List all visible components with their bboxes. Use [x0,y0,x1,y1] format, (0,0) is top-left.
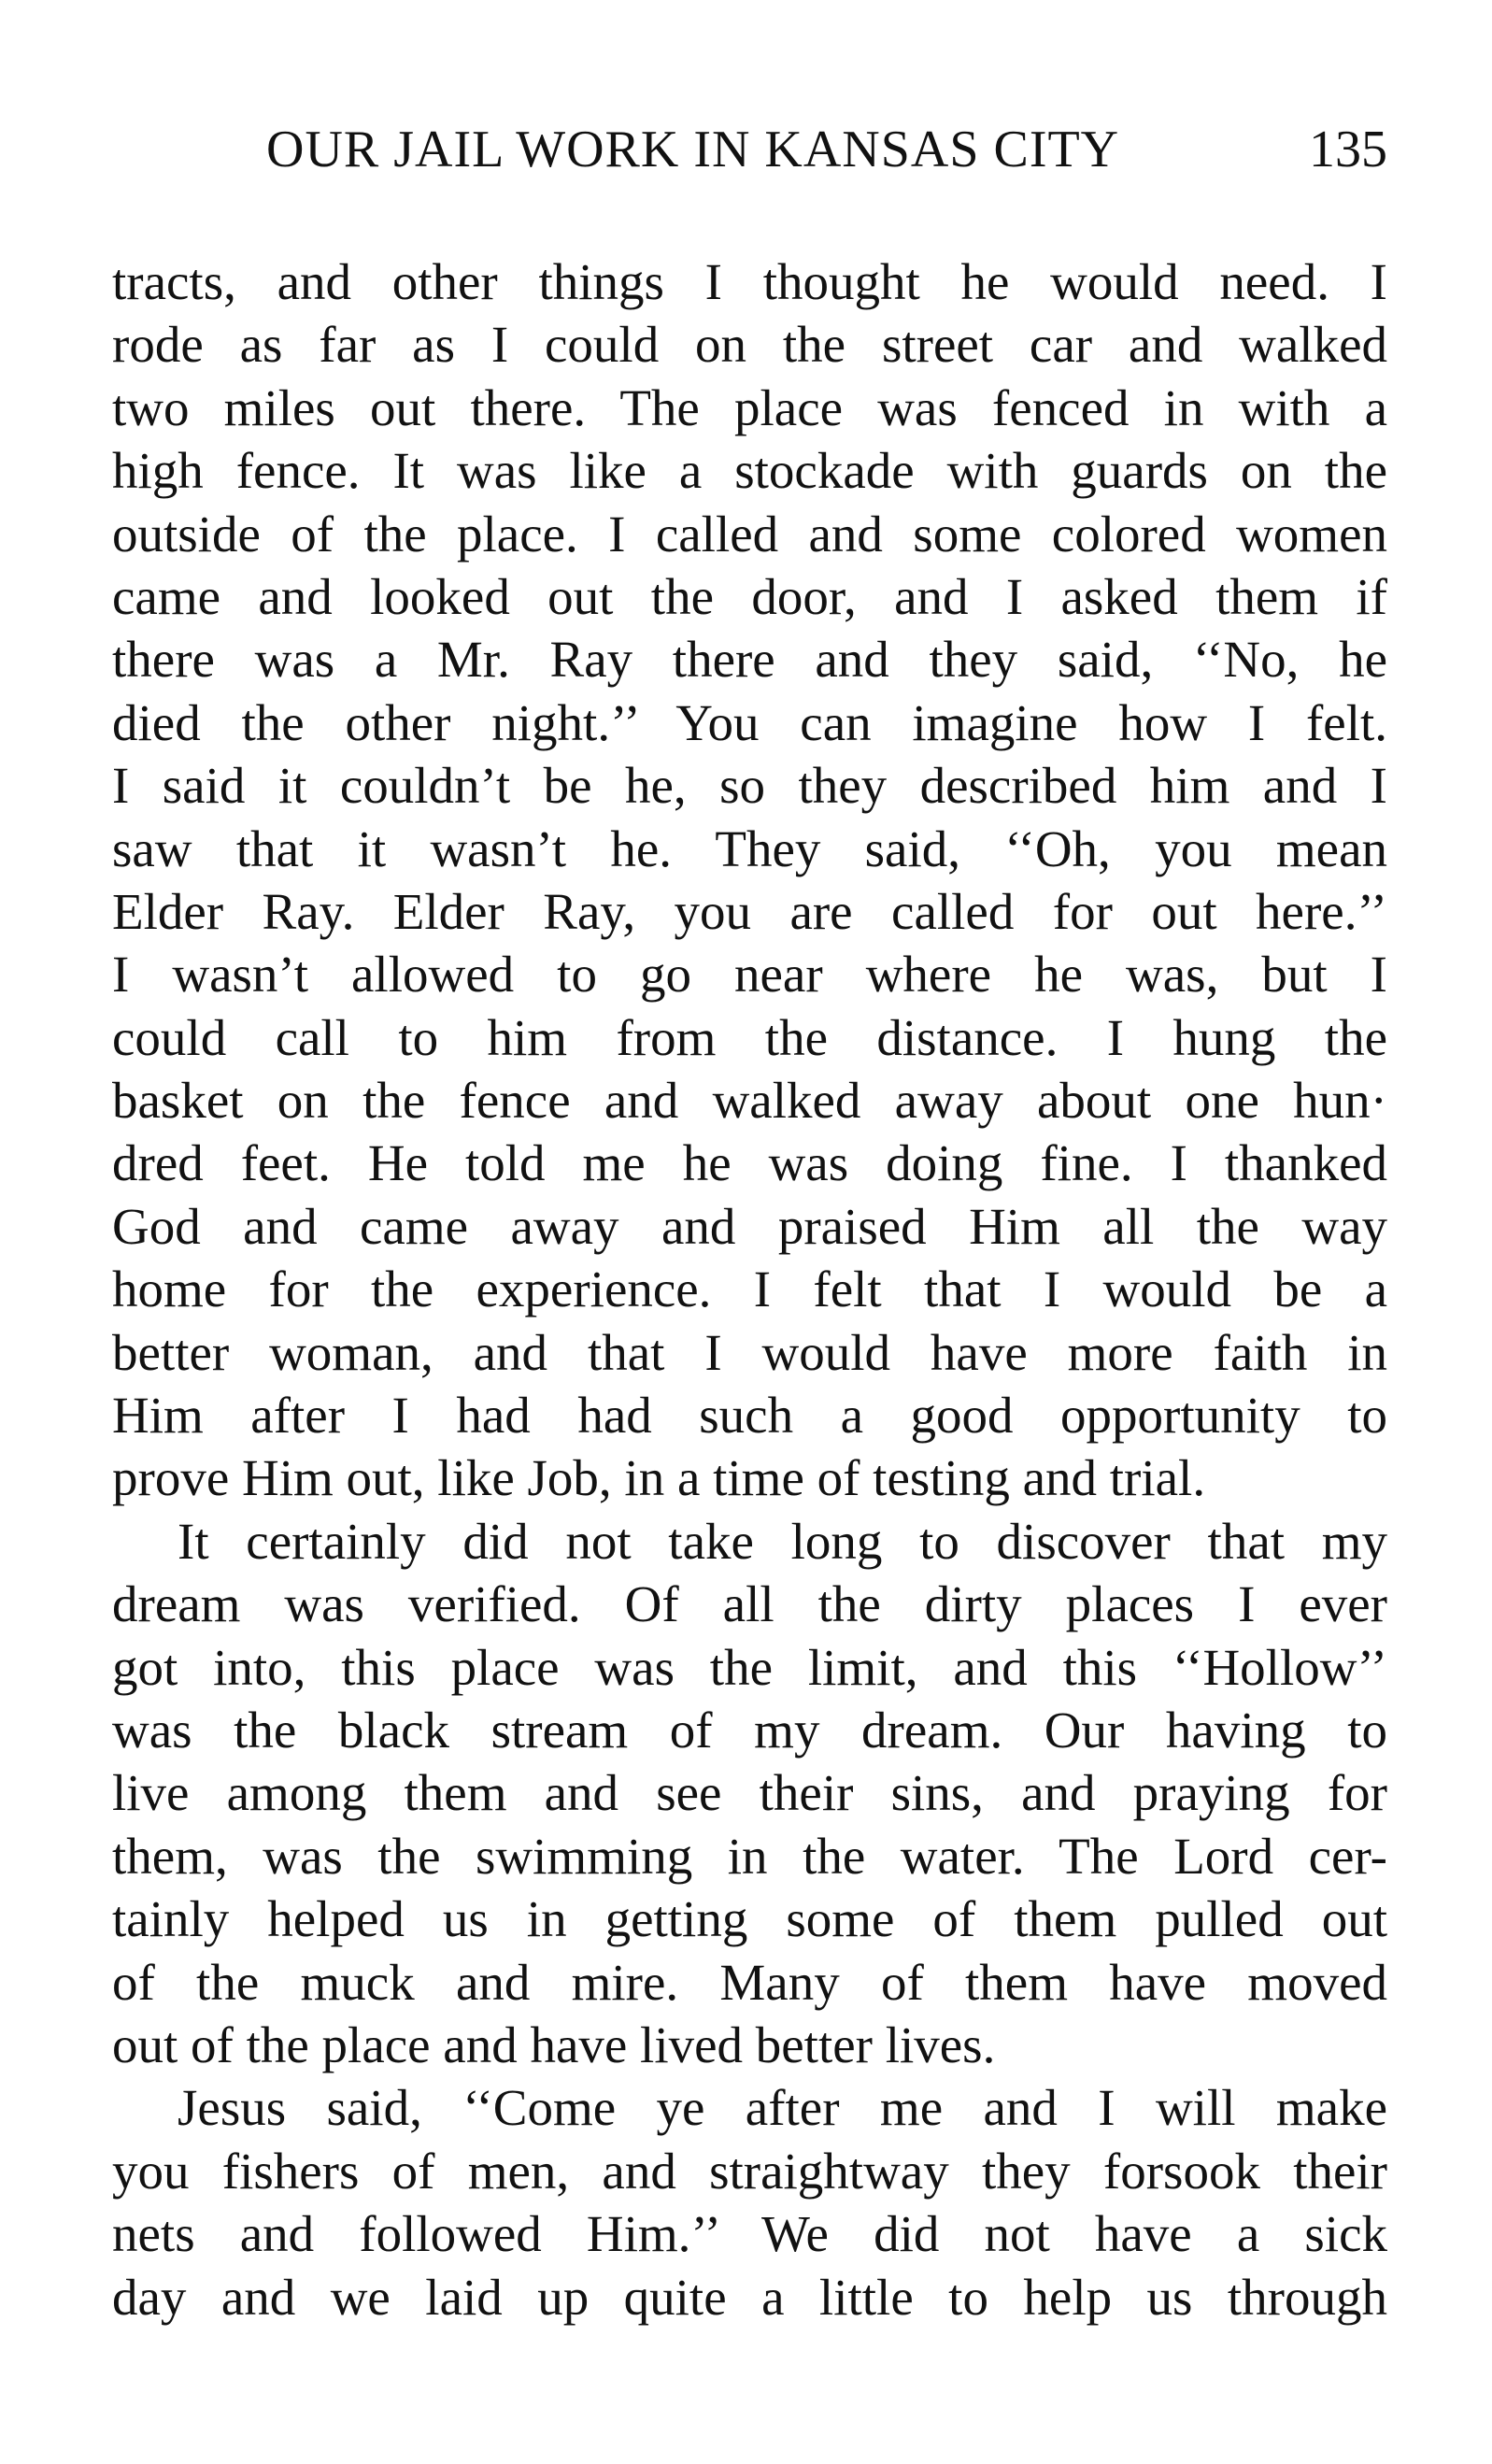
text-line: God and came away and praised Him all the way [112,1197,1387,1255]
text-line: rode as far as I could on the street car and walked [112,316,1387,374]
text-line: I wasn’t allowed to go near where he was, but I [112,946,1387,1004]
text-line: better woman, and that I would have more faith in [112,1323,1387,1381]
text-line: basket on the fence and walked away about one hun· [112,1072,1387,1130]
paragraph-end-line: prove Him out, like Job, in a time of testing and trial. [112,1449,1206,1507]
text-line: them, was the swimming in the water. The Lord cer- [112,1827,1387,1885]
text-line: tainly helped us in getting some of them pulled out [112,1890,1387,1948]
text-line: dred feet. He told me he was doing fine. I thanked [112,1134,1387,1192]
text-line: home for the experience. I felt that I would be a [112,1260,1387,1318]
paragraph-start-line: It certainly did not take long to discover that my [178,1512,1387,1570]
text-line: tracts, and other things I thought he would need. I [112,253,1387,310]
text-line: died the other night.’’ You can imagine how I felt. [112,693,1387,751]
text-line: was the black stream of my dream. Our having to [112,1701,1387,1759]
text-line: day and we laid up quite a little to help us through [112,2268,1387,2326]
text-line: could call to him from the distance. I hung the [112,1008,1387,1066]
paragraph-end-line: out of the place and have lived better lives. [112,2015,996,2073]
text-line: saw that it wasn’t he. They said, ‘‘Oh, you mean [112,819,1387,877]
text-line: came and looked out the door, and I asked them if [112,567,1387,625]
text-line: dream was verified. Of all the dirty places I ever [112,1575,1387,1633]
text-line: there was a Mr. Ray there and they said, ‘‘No, he [112,631,1387,689]
running-head [112,120,1387,194]
text-line: of the muck and mire. Many of them have moved [112,1953,1387,2011]
body-text [112,250,1387,2329]
text-line: two miles out there. The place was fenced in with a [112,378,1387,436]
text-line: Elder Ray. Elder Ray, you are called for out here.’’ [112,882,1387,940]
text-line: nets and followed Him.’’ We did not have a sick [112,2205,1387,2263]
text-line: Him after I had had such a good opportunity to [112,1387,1387,1445]
page-number: 135 [1309,121,1387,178]
text-line: live among them and see their sins, and praying for [112,1764,1387,1822]
text-line: outside of the place. I called and some colored women [112,505,1387,563]
paragraph-start-line: Jesus said, ‘‘Come ye after me and I will make [178,2079,1387,2137]
text-line: high fence. It was like a stockade with guards on the [112,442,1387,500]
text-line: got into, this place was the limit, and this ‘‘Hollow’’ [112,1638,1387,1696]
text-line: you fishers of men, and straightway they forsook their [112,2142,1387,2200]
running-title: OUR JAIL WORK IN KANSAS CITY [266,121,1120,178]
text-line: I said it couldn’t be he, so they described him and I [112,757,1387,815]
